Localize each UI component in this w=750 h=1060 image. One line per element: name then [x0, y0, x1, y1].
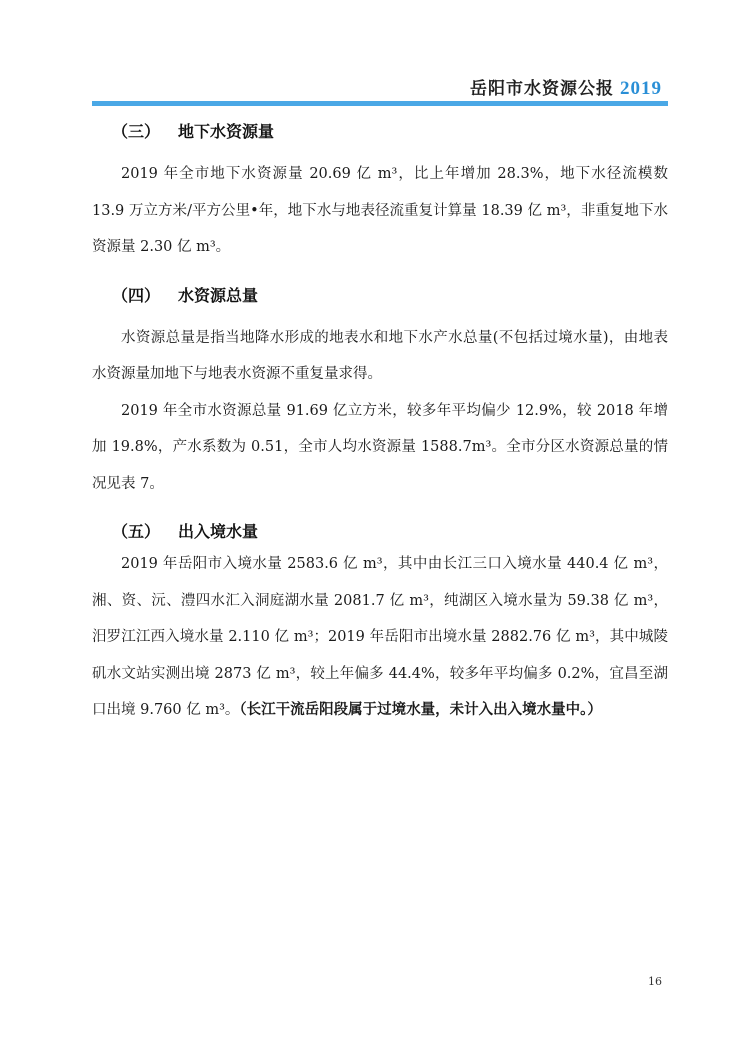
report-year: 2019: [620, 78, 662, 99]
section-title: 地下水资源量: [178, 122, 275, 141]
paragraph-groundwater: 2019 年全市地下水资源量 20.69 亿 m³，比上年增加 28.3%，地下水径流模数 13.9 万立方米/平方公里•年，地下水与地表径流重复计算量 18.39 亿 m³，非重复地下水资源量 2.30 亿 m³。: [92, 166, 668, 255]
paragraph-note-bold: （长江干流岳阳段属于过境水量，未计入出入境水量中。）: [239, 702, 602, 718]
paragraph-inflow-outflow: [92, 546, 668, 729]
section-heading-groundwater: [92, 118, 668, 146]
section-title: 出入境水量: [178, 522, 259, 541]
header-divider: [92, 101, 668, 106]
section-heading-total-resources: [92, 282, 668, 310]
report-header-title: [470, 74, 662, 100]
document-body: [92, 118, 668, 729]
report-title: 岳阳市水资源公报: [470, 79, 614, 99]
page-number: 16: [648, 975, 662, 988]
paragraph-total-2019: 2019 年全市水资源总量 91.69 亿立方米，较多年平均偏少 12.9%，较 2018 年增加 19.8%，产水系数为 0.51，全市人均水资源量 1588.7m³。全市分区水资源总量的情况见表 7。: [92, 402, 668, 492]
paragraph-main-text: 2019 年岳阳市入境水量 2583.6 亿 m³，其中由长江三口入境水量 440.4 亿 m³，湘、资、沅、澧四水汇入洞庭湖水量 2081.7 亿 m³，纯湖区入境水量为 59.38 亿 m³，汨罗江江西入境水量 2.110 亿 m³；2019 年岳阳市出境水量 2882.76 亿 m³，其中城陵矶水文站实测出境 2873 亿 m³，较上年偏多 44.4%，较多年平均偏多 0.2%，宜昌至湖口出境 9.760 亿 m³。: [92, 556, 668, 718]
paragraph-total-definition: 水资源总量是指当地降水形成的地表水和地下水产水总量(不包括过境水量)，由地表水资源量加地下与地表水资源不重复量求得。: [92, 329, 668, 382]
section-title: 水资源总量: [178, 285, 259, 305]
section-number: （五）: [112, 522, 161, 541]
section-number: （三）: [112, 122, 161, 141]
section-number: （四）: [112, 285, 161, 305]
section-heading-inflow-outflow: [92, 518, 668, 546]
